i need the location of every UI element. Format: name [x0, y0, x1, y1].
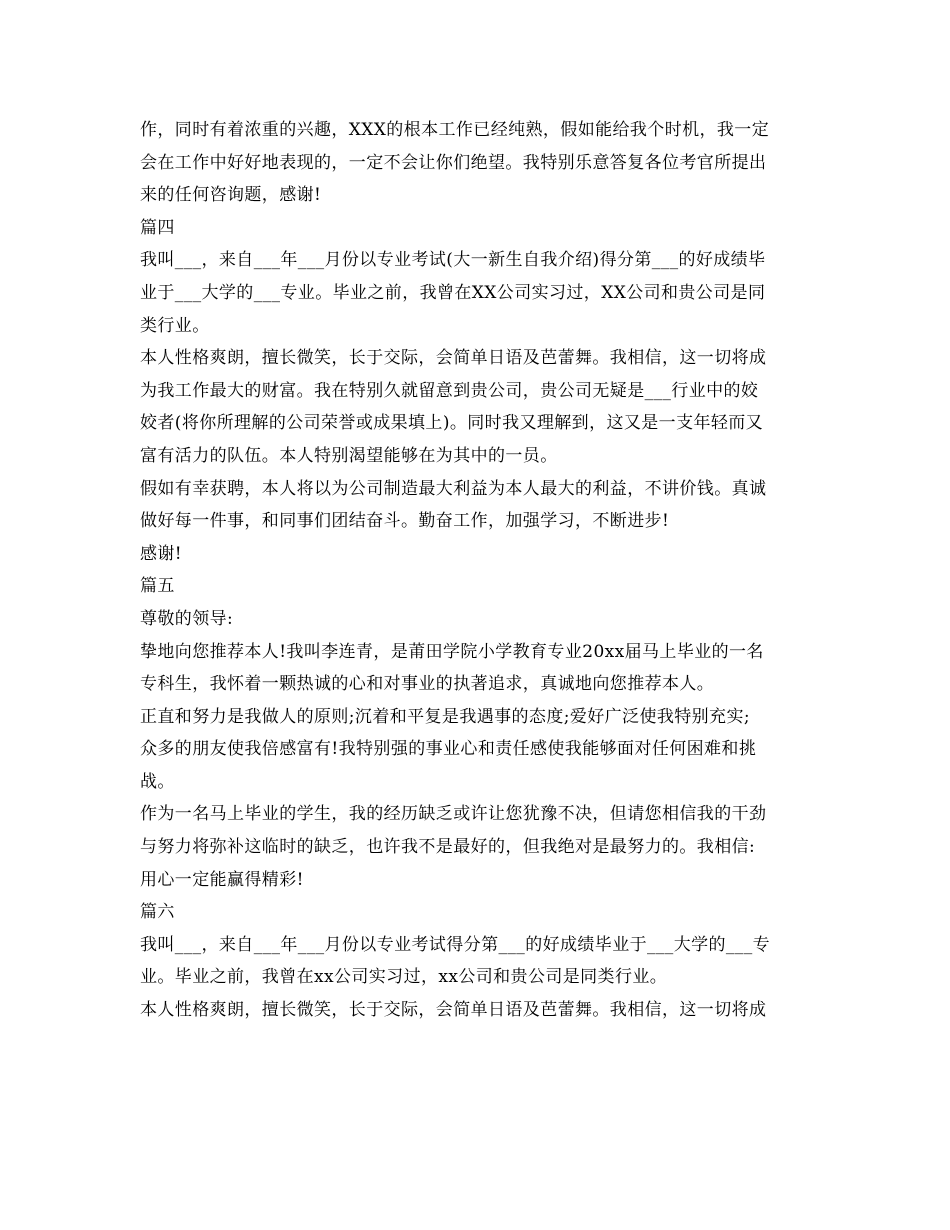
text-line: 作为一名马上毕业的学生，我的经历缺乏或许让您犹豫不决，但请您相信我的干劲 [140, 804, 767, 825]
text-line: 感谢! [140, 543, 183, 564]
text-line: 会在工作中好好地表现的，一定不会让你们绝望。我特别乐意答复各位考官所提出 [140, 152, 767, 173]
text-line: 作，同时有着浓重的兴趣，XXX的根本工作已经纯熟，假如能给我个时机，我一定 [140, 120, 770, 140]
section-heading: 篇五 [140, 576, 175, 597]
text-line: 类行业。 [140, 315, 210, 336]
text-line: 众多的朋友使我倍感富有!我特别强的事业心和责任感使我能够面对任何困难和挑 [140, 739, 757, 760]
text-line: 为我工作最大的财富。我在特别久就留意到贵公司，贵公司无疑是___行业中的姣 [140, 380, 759, 401]
text-line: 与努力将弥补这临时的缺乏，也许我不是最好的，但我绝对是最努力的。我相信: [140, 837, 756, 858]
text-line: 假如有幸获聘，本人将以为公司制造最大利益为本人最大的利益，不讲价钱。真诚 [140, 478, 767, 499]
section-heading: 篇六 [140, 902, 175, 923]
text-line: 挚地向您推荐本人!我叫李连青，是莆田学院小学教育专业20xx届马上毕业的一名 [140, 641, 764, 662]
text-line: 做好每一件事，和同事们团结奋斗。勤奋工作，加强学习，不断进步! [140, 511, 670, 532]
text-line: 本人性格爽朗，擅长微笑，长于交际，会简单日语及芭蕾舞。我相信，这一切将成 [140, 348, 767, 369]
text-line: 专科生，我怀着一颗热诚的心和对事业的执著追求，真诚地向您推荐本人。 [140, 674, 715, 695]
section-heading: 篇四 [140, 217, 175, 238]
text-line: 业。毕业之前，我曾在xx公司实习过，xx公司和贵公司是同类行业。 [140, 967, 668, 988]
text-line: 业于___大学的___专业。毕业之前，我曾在XX公司实习过，XX公司和贵公司是同 [140, 282, 766, 303]
text-line: 正直和努力是我做人的原则;沉着和平复是我遇事的态度;爱好广泛使我特别充实; [140, 706, 750, 727]
text-line: 本人性格爽朗，擅长微笑，长于交际，会简单日语及芭蕾舞。我相信，这一切将成 [140, 1000, 767, 1021]
text-line: 我叫___，来自___年___月份以专业考试(大一新生自我介绍)得分第___的好成绩毕 [140, 250, 766, 271]
text-line: 姣者(将你所理解的公司荣誉或成果填上)。同时我又理解到，这又是一支年轻而又 [140, 413, 764, 434]
document-body [140, 114, 812, 1027]
text-line: 用心一定能赢得精彩! [140, 869, 304, 890]
text-line: 富有活力的队伍。本人特别渴望能够在为其中的一员。 [140, 445, 558, 466]
text-line: 我叫___，来自___年___月份以专业考试得分第___的好成绩毕业于___大学的___专 [140, 934, 770, 955]
text-line: 尊敬的领导: [140, 608, 234, 629]
text-line: 来的任何咨询题，感谢! [140, 185, 322, 206]
text-line: 战。 [140, 771, 175, 792]
